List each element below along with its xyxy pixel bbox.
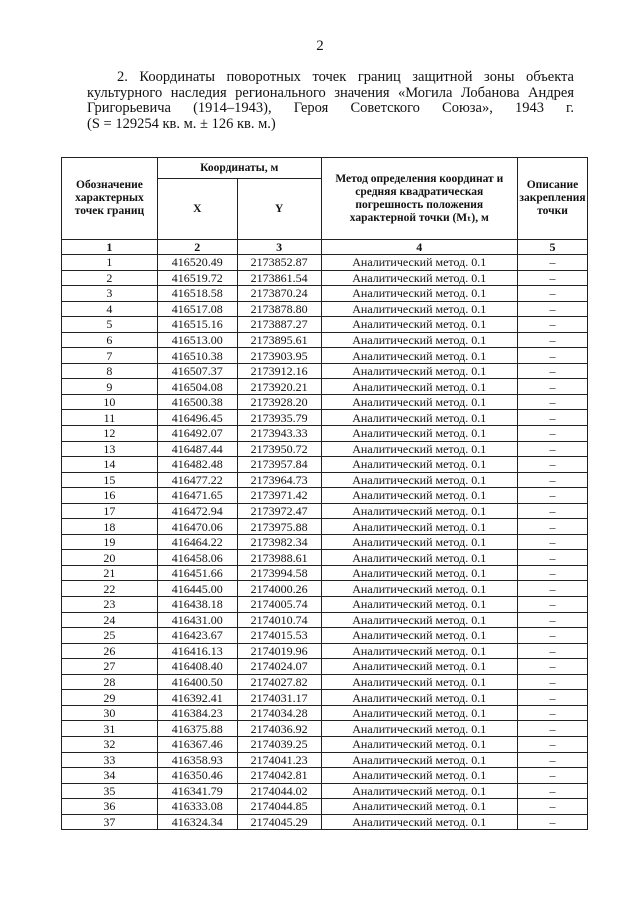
x-coordinate-cell: 416431.00 (157, 612, 237, 628)
x-coordinate-cell: 416350.46 (157, 768, 237, 784)
y-coordinate-cell: 2173935.79 (237, 410, 321, 426)
fixing-cell: – (517, 472, 587, 488)
column-number: 5 (517, 240, 587, 255)
y-coordinate-cell: 2173943.33 (237, 426, 321, 442)
heading-line-3: Григорьевича (1914–1943), Героя Советского Союза», 1943 г. (87, 100, 574, 116)
column-number: 2 (157, 240, 237, 255)
point-number-cell: 20 (62, 550, 158, 566)
method-cell: Аналитический метод. 0.1 (321, 721, 517, 737)
point-number-cell: 15 (62, 472, 158, 488)
x-coordinate-cell: 416358.93 (157, 752, 237, 768)
table-row (62, 317, 588, 333)
point-number-cell: 24 (62, 612, 158, 628)
table-row (62, 768, 588, 784)
point-number-cell: 22 (62, 581, 158, 597)
y-coordinate-cell: 2173972.47 (237, 503, 321, 519)
y-coordinate-cell: 2174039.25 (237, 736, 321, 752)
table-row (62, 301, 588, 317)
y-coordinate-cell: 2174042.81 (237, 768, 321, 784)
y-coordinate-cell: 2173852.87 (237, 255, 321, 271)
fixing-cell: – (517, 534, 587, 550)
method-cell: Аналитический метод. 0.1 (321, 768, 517, 784)
heading-line-1: 2. Координаты поворотных точек границ защитной зоны объекта (117, 69, 574, 85)
x-coordinate-cell: 416507.37 (157, 363, 237, 379)
point-number-cell: 33 (62, 752, 158, 768)
method-cell: Аналитический метод. 0.1 (321, 286, 517, 302)
table-body (62, 255, 588, 830)
table-row (62, 752, 588, 768)
x-coordinate-cell: 416324.34 (157, 814, 237, 830)
table-row (62, 643, 588, 659)
table-row (62, 379, 588, 395)
y-coordinate-cell: 2173975.88 (237, 519, 321, 535)
x-coordinate-cell: 416482.48 (157, 457, 237, 473)
y-coordinate-cell: 2173971.42 (237, 488, 321, 504)
fixing-cell: – (517, 255, 587, 271)
point-number-cell: 17 (62, 503, 158, 519)
heading-line-4: (S = 129254 кв. м. ± 126 кв. м.) (87, 115, 276, 132)
method-cell: Аналитический метод. 0.1 (321, 348, 517, 364)
x-coordinate-cell: 416520.49 (157, 255, 237, 271)
method-cell: Аналитический метод. 0.1 (321, 674, 517, 690)
fixing-cell: – (517, 799, 587, 815)
x-coordinate-cell: 416333.08 (157, 799, 237, 815)
method-cell: Аналитический метод. 0.1 (321, 426, 517, 442)
y-coordinate-cell: 2173950.72 (237, 441, 321, 457)
x-coordinate-cell: 416445.00 (157, 581, 237, 597)
y-coordinate-cell: 2173903.95 (237, 348, 321, 364)
table-row (62, 628, 588, 644)
fixing-cell: – (517, 705, 587, 721)
header-method: Метод определения координат и средняя квадратическая погрешность положения характерной точки (Mₜ), м (321, 158, 517, 240)
method-cell: Аналитический метод. 0.1 (321, 799, 517, 815)
point-number-cell: 3 (62, 286, 158, 302)
method-cell: Аналитический метод. 0.1 (321, 736, 517, 752)
fixing-cell: – (517, 348, 587, 364)
point-number-cell: 4 (62, 301, 158, 317)
y-coordinate-cell: 2173912.16 (237, 363, 321, 379)
x-coordinate-cell: 416471.65 (157, 488, 237, 504)
x-coordinate-cell: 416408.40 (157, 659, 237, 675)
y-coordinate-cell: 2173988.61 (237, 550, 321, 566)
point-number-cell: 27 (62, 659, 158, 675)
method-cell: Аналитический метод. 0.1 (321, 457, 517, 473)
point-number-cell: 2 (62, 270, 158, 286)
method-cell: Аналитический метод. 0.1 (321, 783, 517, 799)
point-number-cell: 14 (62, 457, 158, 473)
x-coordinate-cell: 416375.88 (157, 721, 237, 737)
y-coordinate-cell: 2174000.26 (237, 581, 321, 597)
table-row (62, 736, 588, 752)
x-coordinate-cell: 416492.07 (157, 426, 237, 442)
point-number-cell: 11 (62, 410, 158, 426)
x-coordinate-cell: 416500.38 (157, 394, 237, 410)
y-coordinate-cell: 2174045.29 (237, 814, 321, 830)
point-number-cell: 37 (62, 814, 158, 830)
fixing-cell: – (517, 674, 587, 690)
x-coordinate-cell: 416341.79 (157, 783, 237, 799)
method-cell: Аналитический метод. 0.1 (321, 534, 517, 550)
fixing-cell: – (517, 488, 587, 504)
method-cell: Аналитический метод. 0.1 (321, 705, 517, 721)
header-coordinates: Координаты, м (157, 158, 321, 179)
method-cell: Аналитический метод. 0.1 (321, 255, 517, 271)
x-coordinate-cell: 416451.66 (157, 565, 237, 581)
column-number-row (62, 240, 588, 255)
table-row (62, 472, 588, 488)
fixing-cell: – (517, 752, 587, 768)
table-row (62, 597, 588, 613)
table-row (62, 550, 588, 566)
column-number: 4 (321, 240, 517, 255)
table-row (62, 255, 588, 271)
y-coordinate-cell: 2174005.74 (237, 597, 321, 613)
point-number-cell: 18 (62, 519, 158, 535)
point-number-cell: 16 (62, 488, 158, 504)
y-coordinate-cell: 2173964.73 (237, 472, 321, 488)
column-number: 3 (237, 240, 321, 255)
x-coordinate-cell: 416519.72 (157, 270, 237, 286)
method-cell: Аналитический метод. 0.1 (321, 690, 517, 706)
x-coordinate-cell: 416416.13 (157, 643, 237, 659)
x-coordinate-cell: 416400.50 (157, 674, 237, 690)
method-cell: Аналитический метод. 0.1 (321, 659, 517, 675)
fixing-cell: – (517, 286, 587, 302)
method-cell: Аналитический метод. 0.1 (321, 379, 517, 395)
y-coordinate-cell: 2174024.07 (237, 659, 321, 675)
table-row (62, 488, 588, 504)
coordinates-table (61, 157, 588, 830)
fixing-cell: – (517, 394, 587, 410)
header-y: Y (237, 179, 321, 240)
table-row (62, 659, 588, 675)
x-coordinate-cell: 416438.18 (157, 597, 237, 613)
table-row (62, 332, 588, 348)
method-cell: Аналитический метод. 0.1 (321, 472, 517, 488)
y-coordinate-cell: 2174027.82 (237, 674, 321, 690)
point-number-cell: 6 (62, 332, 158, 348)
table-row (62, 799, 588, 815)
method-cell: Аналитический метод. 0.1 (321, 550, 517, 566)
y-coordinate-cell: 2173957.84 (237, 457, 321, 473)
fixing-cell: – (517, 612, 587, 628)
x-coordinate-cell: 416472.94 (157, 503, 237, 519)
point-number-cell: 21 (62, 565, 158, 581)
y-coordinate-cell: 2174044.02 (237, 783, 321, 799)
method-cell: Аналитический метод. 0.1 (321, 612, 517, 628)
point-number-cell: 32 (62, 736, 158, 752)
point-number-cell: 28 (62, 674, 158, 690)
point-number-cell: 7 (62, 348, 158, 364)
point-number-cell: 23 (62, 597, 158, 613)
table-row (62, 565, 588, 581)
y-coordinate-cell: 2173887.27 (237, 317, 321, 333)
table-row (62, 519, 588, 535)
method-cell: Аналитический метод. 0.1 (321, 363, 517, 379)
point-number-cell: 10 (62, 394, 158, 410)
fixing-cell: – (517, 457, 587, 473)
y-coordinate-cell: 2174019.96 (237, 643, 321, 659)
fixing-cell: – (517, 270, 587, 286)
point-number-cell: 9 (62, 379, 158, 395)
fixing-cell: – (517, 736, 587, 752)
table-row (62, 534, 588, 550)
x-coordinate-cell: 416496.45 (157, 410, 237, 426)
method-cell: Аналитический метод. 0.1 (321, 752, 517, 768)
point-number-cell: 30 (62, 705, 158, 721)
method-cell: Аналитический метод. 0.1 (321, 597, 517, 613)
x-coordinate-cell: 416367.46 (157, 736, 237, 752)
fixing-cell: – (517, 410, 587, 426)
fixing-cell: – (517, 332, 587, 348)
method-cell: Аналитический метод. 0.1 (321, 441, 517, 457)
page-number: 2 (316, 38, 324, 54)
y-coordinate-cell: 2173994.58 (237, 565, 321, 581)
point-number-cell: 13 (62, 441, 158, 457)
table-row (62, 705, 588, 721)
method-cell: Аналитический метод. 0.1 (321, 270, 517, 286)
method-cell: Аналитический метод. 0.1 (321, 317, 517, 333)
x-coordinate-cell: 416510.38 (157, 348, 237, 364)
y-coordinate-cell: 2173982.34 (237, 534, 321, 550)
heading-line-2: культурного наследия регионального значения «Могила Лобанова Андрея (87, 84, 574, 101)
point-number-cell: 5 (62, 317, 158, 333)
fixing-cell: – (517, 363, 587, 379)
method-cell: Аналитический метод. 0.1 (321, 503, 517, 519)
fixing-cell: – (517, 519, 587, 535)
x-coordinate-cell: 416515.16 (157, 317, 237, 333)
fixing-cell: – (517, 768, 587, 784)
table-row (62, 426, 588, 442)
header-x: X (157, 179, 237, 240)
method-cell: Аналитический метод. 0.1 (321, 628, 517, 644)
x-coordinate-cell: 416470.06 (157, 519, 237, 535)
table-row (62, 814, 588, 830)
x-coordinate-cell: 416477.22 (157, 472, 237, 488)
table-row (62, 503, 588, 519)
y-coordinate-cell: 2173920.21 (237, 379, 321, 395)
fixing-cell: – (517, 426, 587, 442)
point-number-cell: 1 (62, 255, 158, 271)
y-coordinate-cell: 2174031.17 (237, 690, 321, 706)
fixing-cell: – (517, 565, 587, 581)
fixing-cell: – (517, 503, 587, 519)
x-coordinate-cell: 416464.22 (157, 534, 237, 550)
header-fixing: Описание закрепления точки (517, 158, 587, 240)
x-coordinate-cell: 416392.41 (157, 690, 237, 706)
fixing-cell: – (517, 550, 587, 566)
fixing-cell: – (517, 597, 587, 613)
table-row (62, 286, 588, 302)
fixing-cell: – (517, 814, 587, 830)
point-number-cell: 35 (62, 783, 158, 799)
x-coordinate-cell: 416518.58 (157, 286, 237, 302)
table-row (62, 612, 588, 628)
x-coordinate-cell: 416458.06 (157, 550, 237, 566)
y-coordinate-cell: 2173861.54 (237, 270, 321, 286)
table-row (62, 410, 588, 426)
x-coordinate-cell: 416513.00 (157, 332, 237, 348)
table-row (62, 394, 588, 410)
fixing-cell: – (517, 379, 587, 395)
method-cell: Аналитический метод. 0.1 (321, 301, 517, 317)
method-cell: Аналитический метод. 0.1 (321, 410, 517, 426)
table-row (62, 721, 588, 737)
method-cell: Аналитический метод. 0.1 (321, 643, 517, 659)
fixing-cell: – (517, 659, 587, 675)
method-cell: Аналитический метод. 0.1 (321, 519, 517, 535)
fixing-cell: – (517, 628, 587, 644)
method-cell: Аналитический метод. 0.1 (321, 488, 517, 504)
table-row (62, 270, 588, 286)
table-row (62, 363, 588, 379)
y-coordinate-cell: 2173928.20 (237, 394, 321, 410)
x-coordinate-cell: 416504.08 (157, 379, 237, 395)
table-row (62, 581, 588, 597)
fixing-cell: – (517, 690, 587, 706)
x-coordinate-cell: 416517.08 (157, 301, 237, 317)
method-cell: Аналитический метод. 0.1 (321, 332, 517, 348)
table-row (62, 348, 588, 364)
point-number-cell: 12 (62, 426, 158, 442)
method-cell: Аналитический метод. 0.1 (321, 565, 517, 581)
y-coordinate-cell: 2174015.53 (237, 628, 321, 644)
method-cell: Аналитический метод. 0.1 (321, 394, 517, 410)
fixing-cell: – (517, 301, 587, 317)
x-coordinate-cell: 416384.23 (157, 705, 237, 721)
method-cell: Аналитический метод. 0.1 (321, 581, 517, 597)
column-number: 1 (62, 240, 158, 255)
y-coordinate-cell: 2174044.85 (237, 799, 321, 815)
y-coordinate-cell: 2173870.24 (237, 286, 321, 302)
fixing-cell: – (517, 581, 587, 597)
fixing-cell: – (517, 317, 587, 333)
table-row (62, 690, 588, 706)
point-number-cell: 19 (62, 534, 158, 550)
fixing-cell: – (517, 441, 587, 457)
y-coordinate-cell: 2174036.92 (237, 721, 321, 737)
x-coordinate-cell: 416487.44 (157, 441, 237, 457)
point-number-cell: 8 (62, 363, 158, 379)
section-heading (87, 70, 574, 132)
point-number-cell: 25 (62, 628, 158, 644)
table-row (62, 441, 588, 457)
y-coordinate-cell: 2174010.74 (237, 612, 321, 628)
fixing-cell: – (517, 643, 587, 659)
y-coordinate-cell: 2173878.80 (237, 301, 321, 317)
table-row (62, 457, 588, 473)
fixing-cell: – (517, 783, 587, 799)
y-coordinate-cell: 2173895.61 (237, 332, 321, 348)
point-number-cell: 31 (62, 721, 158, 737)
point-number-cell: 26 (62, 643, 158, 659)
header-point: Обозначение характерных точек границ (62, 158, 158, 240)
point-number-cell: 29 (62, 690, 158, 706)
table-row (62, 674, 588, 690)
point-number-cell: 34 (62, 768, 158, 784)
fixing-cell: – (517, 721, 587, 737)
x-coordinate-cell: 416423.67 (157, 628, 237, 644)
point-number-cell: 36 (62, 799, 158, 815)
method-cell: Аналитический метод. 0.1 (321, 814, 517, 830)
y-coordinate-cell: 2174041.23 (237, 752, 321, 768)
y-coordinate-cell: 2174034.28 (237, 705, 321, 721)
table-row (62, 783, 588, 799)
